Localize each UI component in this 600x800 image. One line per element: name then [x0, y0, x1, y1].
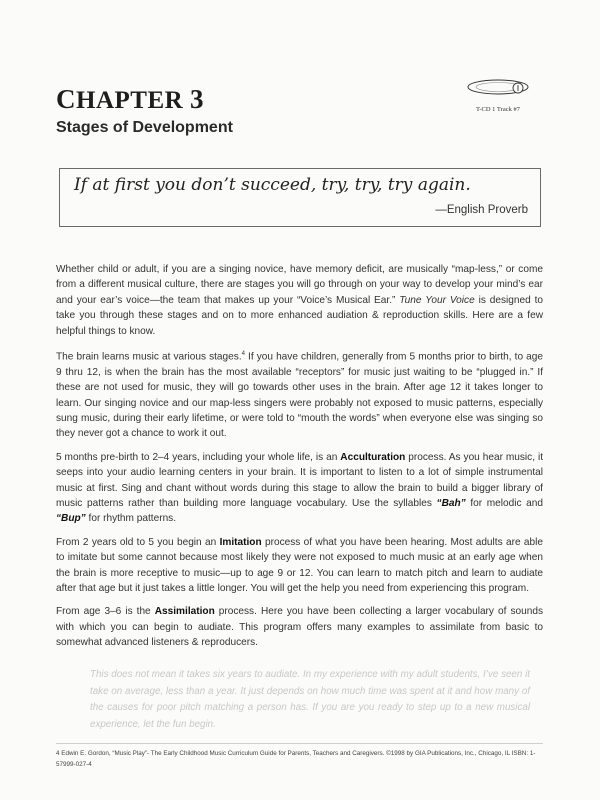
- paragraph: [56, 347, 543, 442]
- text-run: Whether child or adult, if you are a singing novice, have memory deficit, are musically “map-less,” or come from a different musical culture, there are stages you will go through on your way to develop your mind’s ear and your ear’s voice—the team that makes up your “Voice’s Musical Ear.”: [56, 264, 543, 306]
- program-title: Tune Your Voice: [399, 294, 475, 306]
- term-assimilation: Assimilation: [154, 606, 215, 618]
- text-run: process. As you hear music, it seeps into your audio learning centers in your brain. It is important to listen to a lot of simple instrumental music at first. Sing and chant without words during this stage to allow the brain to build a bigger library of music patterns rather than building more language vocabulary. Use the syllables: [56, 451, 543, 510]
- text-run: process of what you have been hearing. Most adults are able to imitate but some cannot because most likely they were not exposed to much music at an early age when the brain is more receptive to music—up to age 9 or 12. You can learn to match pitch and learn to audiate after that age but it just takes a little longer. You will get the help you need from experiencing this program.: [56, 536, 543, 595]
- epigraph-box: [59, 168, 541, 227]
- epigraph-attribution: —English Proverb: [435, 204, 528, 216]
- paragraph: [56, 450, 543, 527]
- text-run: From age 3–6 is the: [56, 606, 155, 618]
- cd-icon: [466, 78, 530, 96]
- text-run: The brain learns music at various stages.: [56, 351, 242, 363]
- text-run: 5 months pre-birth to 2–4 years, including your whole life, is an: [56, 451, 341, 463]
- cd-track-marker: [458, 78, 538, 113]
- faded-note: This does not mean it takes six years to audiate. In my experience with my adult students, I’ve seen it take on average, less than a year. It just depends on how much time was spent at it and how many of the causes for poor pitch matching a person has. If you are you ready to step up to a new musical experience, let the fun begin.: [90, 669, 530, 730]
- cd-track-label: T-CD 1 Track #7: [475, 106, 520, 113]
- term-acculturation: Acculturation: [340, 451, 406, 463]
- paragraph: [56, 535, 543, 597]
- text-run: is designed to take you through these stages and on to more enhanced audiation & reproduction skills. Here are a few helpful things to know.: [56, 294, 544, 337]
- chapter-number: 3: [189, 84, 204, 114]
- chapter-heading: [56, 84, 204, 115]
- text-run: process. Here you have been collecting a larger vocabulary of sounds with which you can begin to audiate. This program offers many examples to assimilate from basic to somewhat advanced listeners & reproducers.: [56, 606, 543, 649]
- syllable-bup: “Bup”: [56, 513, 86, 525]
- text-run: From 2 years old to 5 you begin an: [56, 536, 220, 548]
- footnote-divider: [56, 743, 543, 744]
- syllable-bah: “Bah”: [436, 498, 466, 510]
- chapter-word: HAPTER: [76, 87, 184, 114]
- term-imitation: Imitation: [219, 536, 262, 548]
- body-text: [56, 262, 543, 659]
- paragraph: [56, 604, 543, 650]
- chapter-subtitle: Stages of Development: [56, 119, 233, 136]
- epigraph-text: If at first you don’t succeed, try, try, try again.: [74, 175, 471, 195]
- text-run: If you have children, generally from 5 months prior to birth, to age 9 thru 12, is when the brain has the most available “receptors” for music just waiting to be “plugged in.” If these are not used for music, they will go towards other uses in the brain. After age 12 it takes longer to learn. Our singing novice and our map-less singers were probably not exposed to music patterns, especially sung music, during their early lifetime, or were told to “mouth the words” when everyone else was singing so they never got a chance to work it out.: [56, 351, 543, 440]
- paragraph: [56, 262, 543, 339]
- text-run: for melodic and: [465, 498, 543, 510]
- chapter-initial: C: [56, 84, 76, 114]
- text-run: for rhythm patterns.: [85, 513, 177, 525]
- footnote: 4 Edwin E. Gordon, “Music Play”- The Early Childhood Music Curriculum Guide for Parents, Teachers and Caregivers. ©1998 by GIA Publications, Inc., Chicago, IL ISBN: 1-57999-027-4: [56, 750, 536, 768]
- footnote-ref: 4: [241, 351, 245, 358]
